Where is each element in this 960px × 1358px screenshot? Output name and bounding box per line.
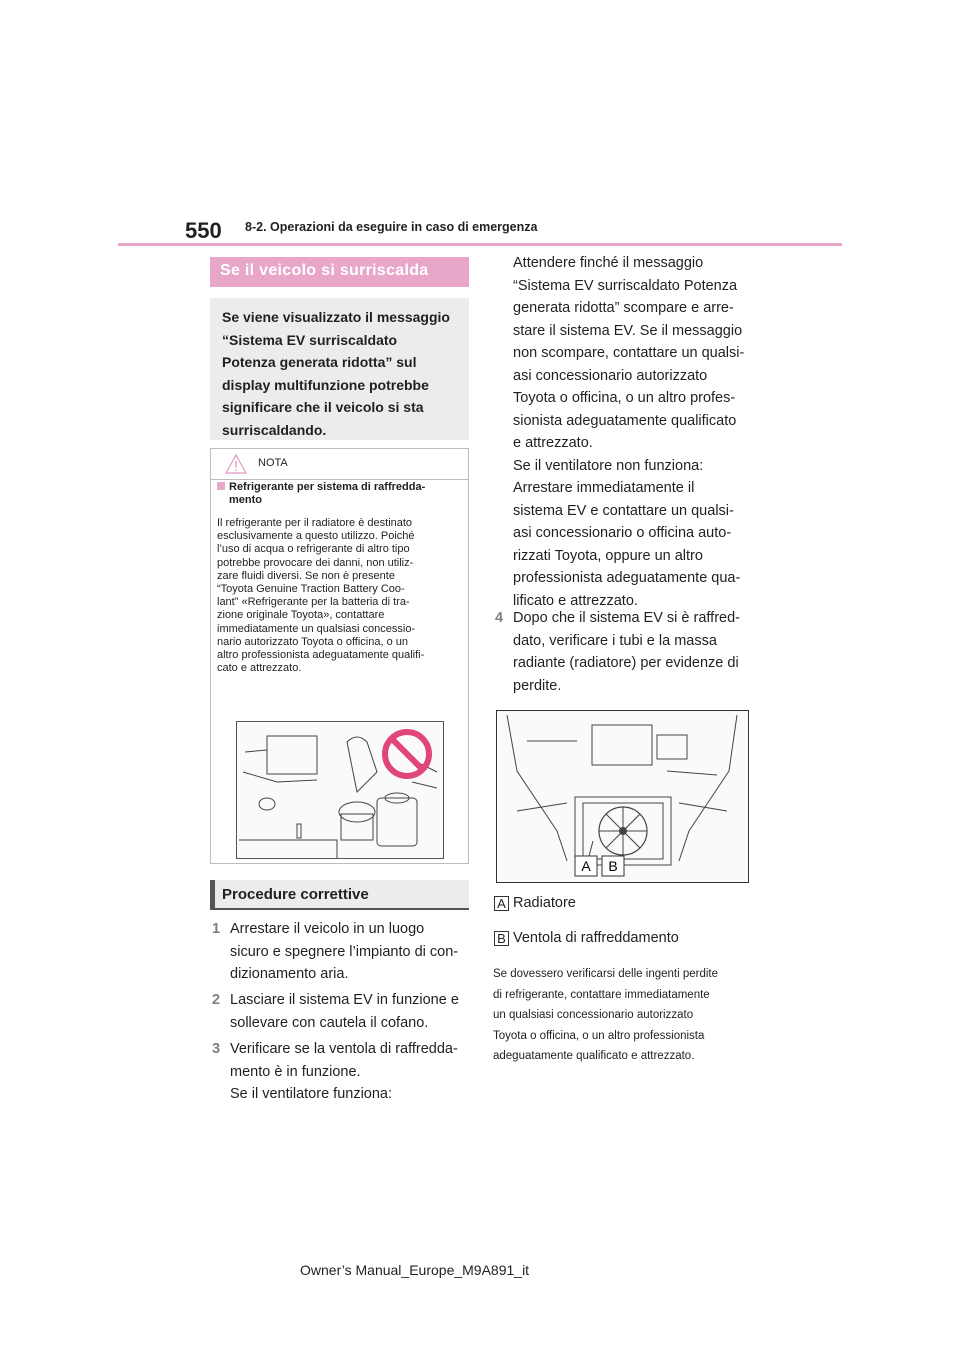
legend-text-b: Ventola di raffreddamento (513, 930, 679, 946)
note-body: Il refrigerante per il radiatore è destinato esclusivamente a questo utilizzo. Poiché l’uso di acqua o refrigerante di altro tipo potrebbe provocare dei danni, non utiliz- zare fluidi diversi. Se non è presente “Toyota Genuine Traction Battery Coo- lant” «Refrigerante per la batteria di tra- zione originale Toyota», contattare immediatamente un qualsiasi concessio- nario autorizzato Toyota o officina, o un altro professionista adeguatamente qualifi- cato e attrezzato. (217, 517, 425, 675)
intro-box (210, 298, 469, 440)
chapter-title: 8-2. Operazioni da eseguire in caso di emergenza (245, 220, 538, 234)
coolant-warning-illustration (236, 721, 444, 859)
section-heading: Se il veicolo si surriscalda (220, 262, 429, 279)
intro-text: Se viene visualizzato il messaggio “Sistema EV surriscaldato Potenza generata ridotta” sul display multifunzione potrebbe significare che il veicolo si sta surriscaldando. (222, 309, 450, 438)
legend-text-a: Radiatore (513, 895, 576, 911)
note-header (211, 449, 468, 480)
procedure-heading-bar (210, 880, 469, 910)
step-text: Dopo che il sistema EV si è raffred- dato, verificare i tubi e la massa radiante (radiatore) per evidenze di perdite. (513, 610, 740, 694)
engine-bay-illustration (496, 710, 749, 883)
step-3-continuation: Attendere finché il messaggio “Sistema EV surriscaldato Potenza generata ridotta” scompare e arre- stare il sistema EV. Se il messaggio non scompare, contattare un qualsi- asi concessionario autorizzato Toyota o officina, o un altro profes- sionista adeguatamente qualificato e attrezzato. Se il ventilatore non funziona: Arrestare immediatamente il sistema EV e contattare un qualsi- asi concessionario o officina auto- rizzati Toyota, oppure un altro professionista adeguatamente qua- lificato e attrezzato. (513, 255, 745, 609)
step-3 (212, 1038, 472, 1106)
heading-accent (210, 880, 215, 908)
procedure-heading: Procedure correttive (222, 886, 369, 903)
step-1 (212, 918, 472, 986)
step-text: Verificare se la ventola di raffredda- mento è in funzione. Se il ventilatore funziona: (230, 1041, 458, 1102)
note-subtitle: Refrigerante per sistema di raffredda- mento (217, 481, 463, 507)
step-number: 2 (212, 992, 221, 1008)
legend-key-b: B (494, 931, 509, 946)
square-bullet-icon (217, 482, 225, 490)
step-4 (495, 607, 760, 699)
note-label: NOTA (258, 457, 288, 469)
header-rule (118, 243, 842, 246)
step-number: 3 (212, 1041, 221, 1057)
step-text: Arrestare il veicolo in un luogo sicuro e spegnere l’impianto di con- dizionamento aria. (230, 921, 459, 982)
step-number: 1 (212, 921, 221, 937)
step-2 (212, 989, 472, 1034)
warning-icon (225, 454, 247, 474)
note-box (210, 448, 469, 864)
step-number: 4 (495, 610, 504, 626)
footer-text: Owner’s Manual_Europe_M9A891_it (300, 1262, 530, 1278)
closing-note: Se dovessero verificarsi delle ingenti perdite di refrigerante, contattare immediatamente un qualsiasi concessionario autorizzato Toyota o officina, o un altro professionista adeguatamente qualificato e attrezzato. (493, 968, 719, 1062)
section-heading-bar (210, 257, 469, 287)
legend-key-a: A (494, 896, 509, 911)
figure-label-b: B (608, 858, 618, 874)
step-text: Lasciare il sistema EV in funzione e sollevare con cautela il cofano. (230, 992, 459, 1031)
figure-label-a: A (581, 858, 591, 874)
page-number: 550 (185, 218, 222, 243)
